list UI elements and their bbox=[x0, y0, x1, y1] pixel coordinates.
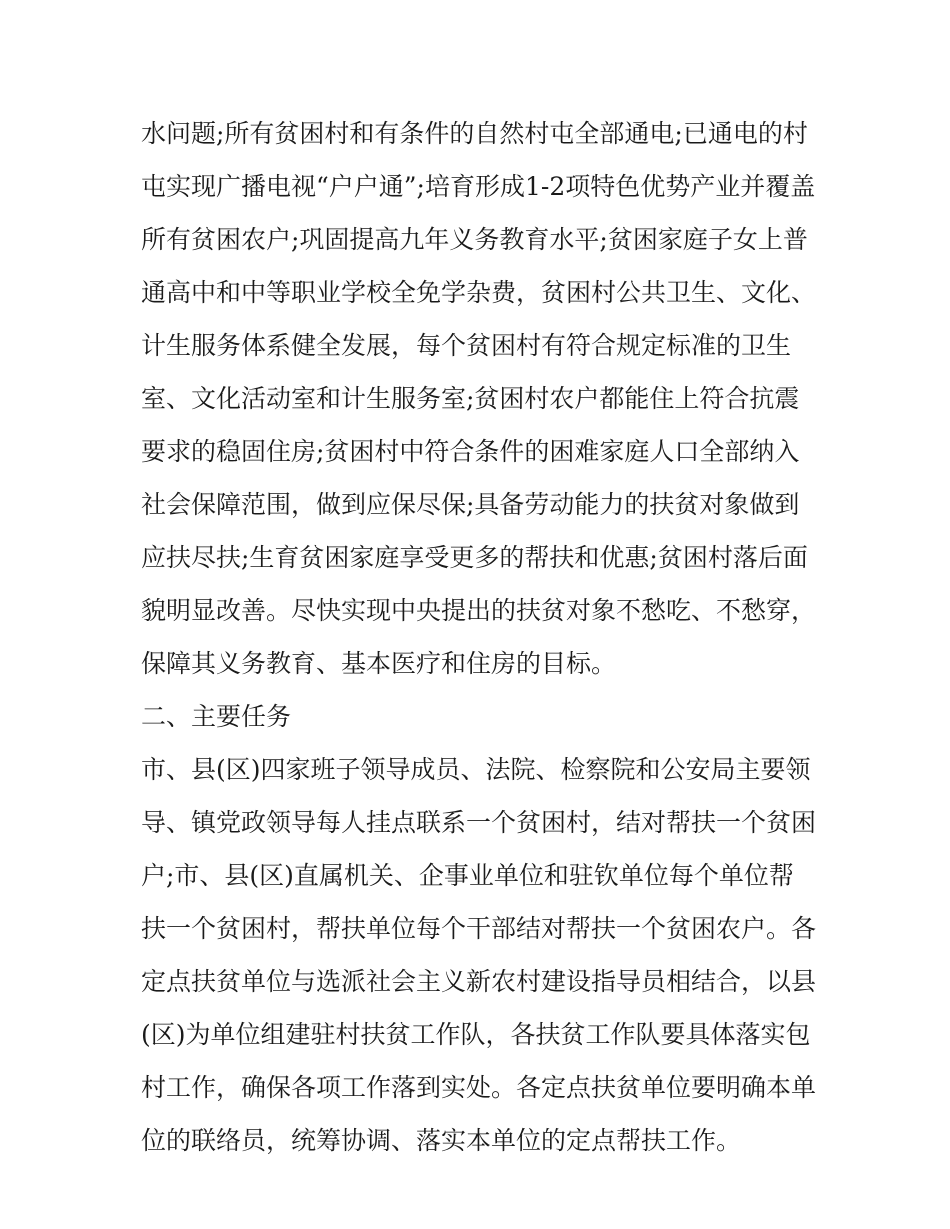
text-line: 应扶尽扶;生育贫困家庭享受更多的帮扶和优惠;贫困村落后面 bbox=[141, 543, 808, 572]
document-body bbox=[141, 107, 831, 1167]
text-line: 导、镇党政领导每人挂点联系一个贫困村，结对帮扶一个贫困 bbox=[141, 808, 817, 837]
text-line: 市、县(区)四家班子领导成员、法院、检察院和公安局主要领 bbox=[141, 755, 811, 784]
text-line: 要求的稳固住房;贫困村中符合条件的困难家庭人口全部纳入 bbox=[141, 437, 800, 466]
text-line: 貌明显改善。尽快实现中央提出的扶贫对象不愁吃、不愁穿， bbox=[141, 596, 817, 625]
text-line: 村工作，确保各项工作落到实处。各定点扶贫单位要明确本单 bbox=[141, 1073, 817, 1102]
text-line: 扶一个贫困村，帮扶单位每个干部结对帮扶一个贫困农户。各 bbox=[141, 914, 817, 943]
text-line: 保障其义务教育、基本医疗和住房的目标。 bbox=[141, 649, 617, 678]
text-line: 户;市、县(区)直属机关、企事业单位和驻钦单位每个单位帮 bbox=[141, 861, 794, 890]
text-line: 水问题;所有贫困村和有条件的自然村屯全部通电;已通电的村 bbox=[141, 119, 808, 148]
text-line: 社会保障范围，做到应保尽保;具备劳动能力的扶贫对象做到 bbox=[141, 490, 800, 519]
text-line: 定点扶贫单位与选派社会主义新农村建设指导员相结合，以县 bbox=[141, 967, 817, 996]
text-line: 位的联络员，统筹协调、落实本单位的定点帮扶工作。 bbox=[141, 1126, 742, 1155]
text-line: 通高中和中等职业学校全免学杂费，贫困村公共卫生、文化、 bbox=[141, 278, 817, 307]
text-line: 所有贫困农户;巩固提高九年义务教育水平;贫困家庭子女上普 bbox=[141, 225, 808, 254]
text-line: 计生服务体系健全发展，每个贫困村有符合规定标准的卫生 bbox=[141, 331, 792, 360]
text-line: (区)为单位组建驻村扶贫工作队，各扶贫工作队要具体落实包 bbox=[141, 1020, 811, 1049]
text-line: 室、文化活动室和计生服务室;贫困村农户都能住上符合抗震 bbox=[141, 384, 800, 413]
section-heading: 二、主要任务 bbox=[141, 702, 292, 731]
text-line: 屯实现广播电视“户户通”;培育形成1-2项特色优势产业并覆盖 bbox=[141, 172, 816, 201]
